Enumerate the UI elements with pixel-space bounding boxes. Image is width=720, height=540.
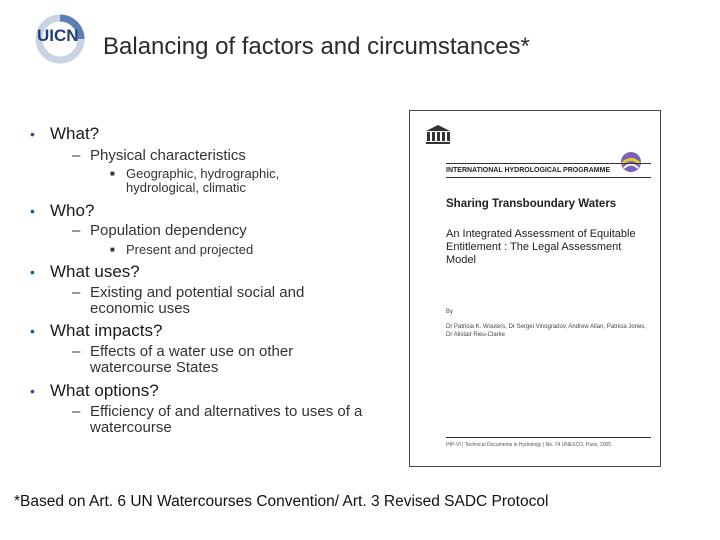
- unesco-temple-icon: [423, 123, 453, 147]
- outline-item-label: What?: [50, 124, 100, 143]
- bullet-icon: •: [30, 383, 35, 399]
- outline-subitem: [72, 404, 372, 436]
- ihp-emblem-icon: [618, 149, 644, 175]
- bullet-icon: •: [30, 126, 35, 142]
- outline-subitem: [72, 344, 342, 376]
- outline-detail-label: Geographic, hydrographic, hydrological, climatic: [126, 166, 280, 195]
- outline-detail: [110, 167, 310, 195]
- outline-item-who: [30, 201, 94, 221]
- report-authors: Dr Patricia K. Wouters, Dr Sergei Vinogradov, Andrew Allan, Patricia Jones, Dr Alistair Rieu-Clarke: [446, 324, 647, 338]
- outline-item-label: What uses?: [50, 262, 140, 281]
- report-title: Sharing Transboundary Waters: [446, 198, 617, 210]
- square-bullet-icon: ■: [110, 245, 115, 254]
- program-name: INTERNATIONAL HYDROLOGICAL PROGRAMME: [446, 167, 611, 174]
- bullet-icon: •: [30, 264, 35, 280]
- outline-item-what-impacts: [30, 321, 162, 341]
- report-subtitle: An Integrated Assessment of Equitable Entitlement : The Legal Assessment Model: [446, 228, 636, 266]
- outline-subitem-label: Existing and potential social and economic uses: [90, 284, 305, 317]
- outline-subitem-label: Population dependency: [90, 222, 247, 239]
- outline-item-label: Who?: [50, 201, 95, 220]
- outline-item-what-options: [30, 381, 159, 401]
- divider: [446, 437, 651, 438]
- outline-item-what-uses: [30, 262, 140, 282]
- dash-icon: –: [72, 222, 81, 239]
- dash-icon: –: [72, 284, 81, 301]
- outline-subitem: [72, 223, 372, 239]
- square-bullet-icon: ■: [110, 169, 115, 178]
- dash-icon: –: [72, 147, 81, 164]
- divider: [446, 163, 651, 164]
- outline-subitem-label: Effects of a water use on other watercourse States: [90, 343, 294, 376]
- slide-title: Balancing of factors and circumstances*: [103, 33, 530, 60]
- outline-subitem-label: Efficiency of and alternatives to uses of a watercourse: [90, 403, 363, 436]
- outline-item-label: What options?: [50, 381, 159, 400]
- bullet-icon: •: [30, 323, 35, 339]
- bullet-icon: •: [30, 203, 35, 219]
- report-by: By: [446, 309, 454, 315]
- report-footer: IHP-VI | Technical Documents in Hydrology | No. 74 UNESCO, Paris, 2005: [446, 442, 612, 448]
- dash-icon: –: [72, 403, 81, 420]
- outline-item-label: What impacts?: [50, 321, 163, 340]
- dash-icon: –: [72, 343, 81, 360]
- outline-subitem: [72, 148, 372, 164]
- outline-detail: [110, 243, 330, 257]
- outline-subitem-label: Physical characteristics: [90, 147, 246, 164]
- outline-subitem: [72, 285, 352, 317]
- divider: [446, 177, 651, 178]
- report-cover-image: [409, 110, 661, 467]
- logo-text: UICN: [37, 26, 79, 45]
- outline-item-what: [30, 124, 99, 144]
- outline-detail-label: Present and projected: [126, 242, 254, 257]
- footnote: *Based on Art. 6 UN Watercourses Convention/ Art. 3 Revised SADC Protocol: [14, 493, 549, 510]
